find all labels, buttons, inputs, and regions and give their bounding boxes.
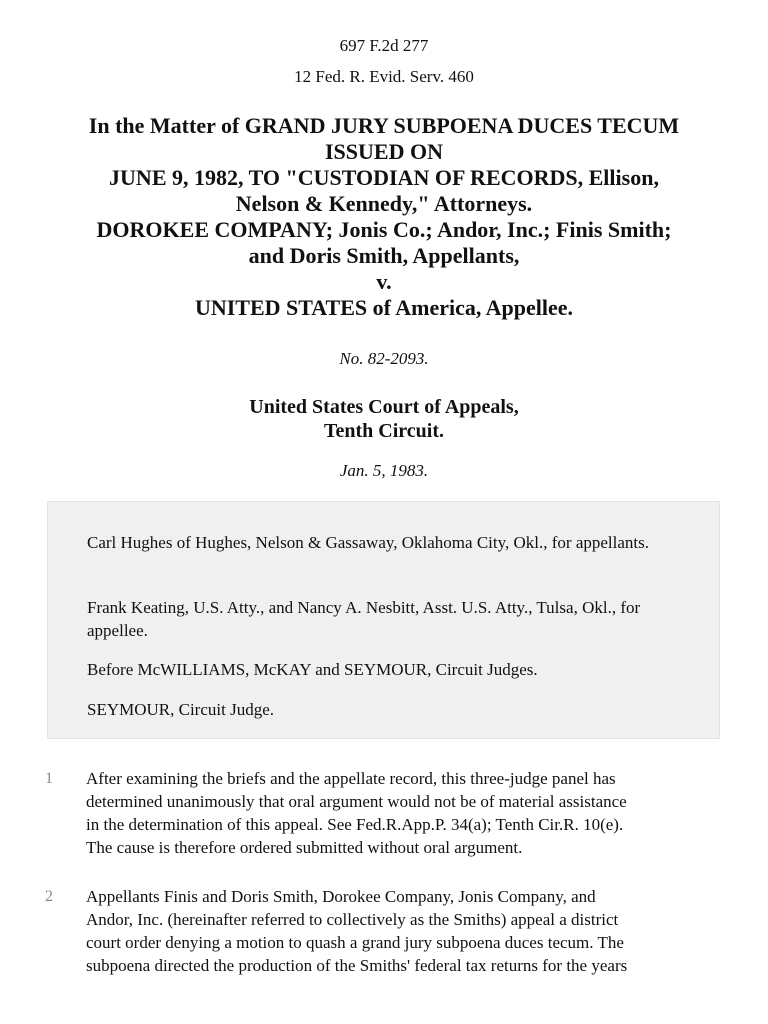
court-line: United States Court of Appeals, [249, 396, 519, 418]
caption-line: In the Matter of GRAND JURY SUBPOENA DUCES TECUM [88, 113, 680, 138]
caption-line: DOROKEE COMPANY; Jonis Co.; Andor, Inc.; Finis Smith; [96, 217, 672, 242]
paragraph-number: 2 [45, 888, 53, 905]
paragraph-line: After examining the briefs and the appellate record, this three-judge panel has [86, 769, 616, 788]
service-citation: 12 Fed. R. Evid. Serv. 460 [294, 67, 474, 86]
court-name [0, 395, 768, 443]
caption-line: UNITED STATES of America, Appellee. [194, 295, 574, 320]
caption-line: and Doris Smith, Appellants, [248, 243, 520, 268]
counsel-appellee: Frank Keating, U.S. Atty., and Nancy A. Nesbitt, Asst. U.S. Atty., Tulsa, Okl., for appellee. [87, 598, 641, 640]
paragraph-line: court order denying a motion to quash a grand jury subpoena duces tecum. The [86, 933, 624, 952]
paragraph-line: determined unanimously that oral argument would not be of material assistance [86, 792, 627, 811]
paragraph-line: The cause is therefore ordered submitted without oral argument. [86, 838, 523, 857]
paragraph-text [86, 885, 722, 977]
court-line: Tenth Circuit. [323, 420, 445, 442]
caption-line: JUNE 9, 1982, TO "CUSTODIAN OF RECORDS, Ellison, [109, 165, 659, 190]
judges-panel: Before McWILLIAMS, McKAY and SEYMOUR, Circuit Judges. [87, 660, 538, 679]
paragraph-number: 1 [45, 770, 53, 787]
caption-line: v. [376, 269, 392, 294]
paragraph-text [86, 767, 722, 859]
caption-line: ISSUED ON [325, 139, 443, 164]
reporter-citation: 697 F.2d 277 [339, 36, 429, 55]
counsel-box [47, 501, 720, 739]
decision-date: Jan. 5, 1983. [339, 461, 429, 480]
caption-line: Nelson & Kennedy," Attorneys. [235, 191, 533, 216]
paragraph-line: Andor, Inc. (hereinafter referred to collectively as the Smiths) appeal a district [86, 910, 619, 929]
paragraph-line: in the determination of this appeal. See Fed.R.App.P. 34(a); Tenth Cir.R. 10(e). [86, 815, 624, 834]
opinion-author: SEYMOUR, Circuit Judge. [87, 700, 274, 719]
docket-number: No. 82-2093. [339, 349, 429, 368]
case-caption [30, 113, 738, 321]
paragraph-line: subpoena directed the production of the Smiths' federal tax returns for the years [86, 956, 628, 975]
paragraph-line: Appellants Finis and Doris Smith, Dorokee Company, Jonis Company, and [86, 887, 596, 906]
counsel-appellants: Carl Hughes of Hughes, Nelson & Gassaway, Oklahoma City, Okl., for appellants. [87, 533, 649, 552]
